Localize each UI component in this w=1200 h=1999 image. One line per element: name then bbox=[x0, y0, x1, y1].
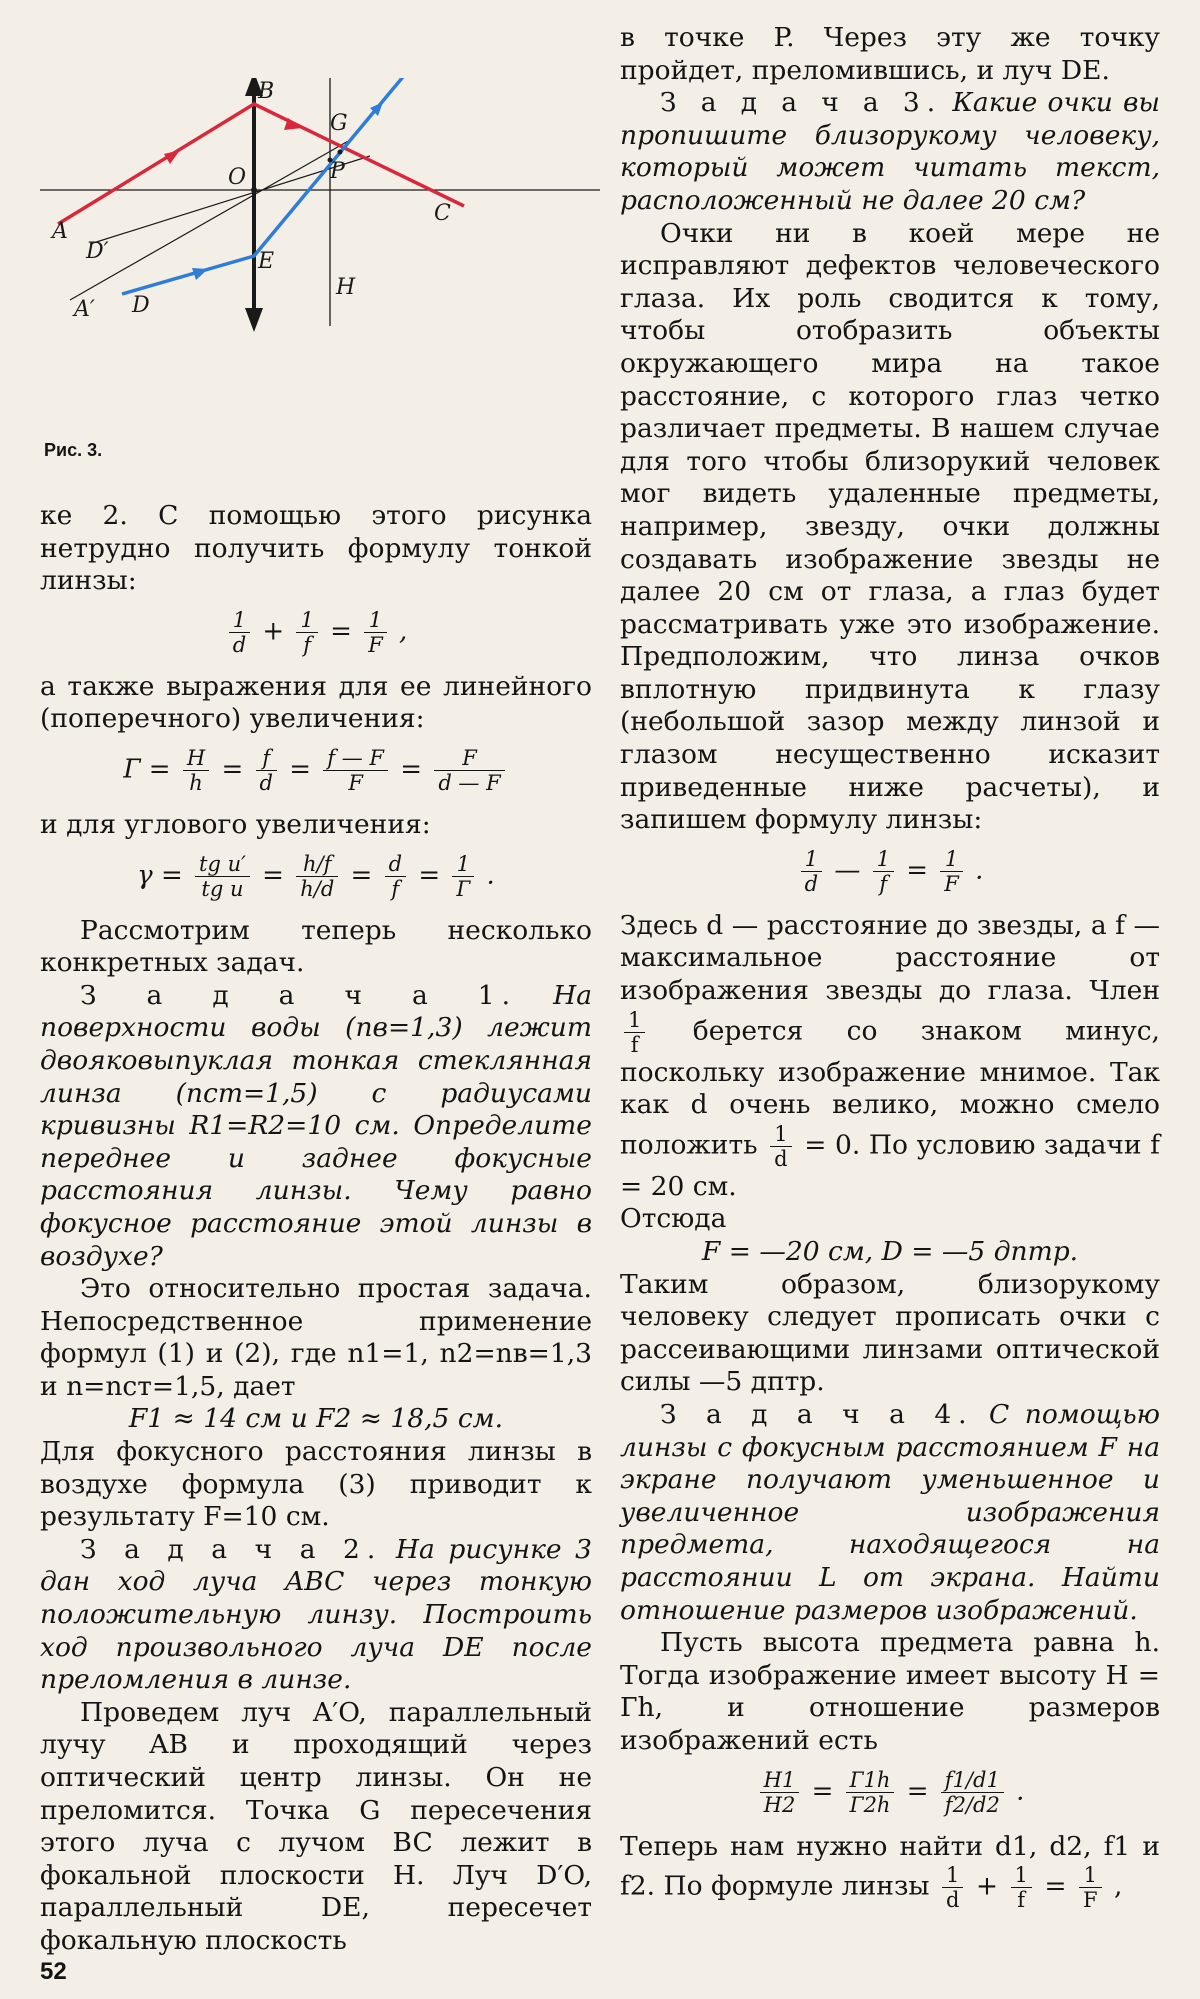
ray-a-prime-o bbox=[70, 140, 350, 300]
left-para-6: Для фокусного расстояния линзы в воздухе формула (3) приводит к результату F=10 см. bbox=[40, 1436, 592, 1533]
right-para-1: в точке P. Через эту же точку пройдет, преломившись, и луч DE. bbox=[620, 22, 1160, 86]
left-para-4: Рассмотрим теперь несколько конкретных задач. bbox=[40, 914, 592, 979]
thin-lens-formula: $\frac{1}{d}$ + $\frac{1}{f}$ = $\frac{1}{F}$ , bbox=[40, 608, 592, 657]
task-1: З а д а ч а 1. На поверхности воды (nв=1,3) лежит двояковыпуклая тонкая стеклянная линза (nст=1,5) с радиусами кривизны R1=R2=10 см. Определите переднее и заднее фокусные расстояния линзы. Чему равно фокусное расстояние этой линзы в воздухе? bbox=[40, 979, 592, 1272]
label-a: A bbox=[52, 219, 68, 244]
point-g bbox=[338, 150, 343, 155]
task-1-result: F1 ≈ 14 см и F2 ≈ 18,5 см. bbox=[128, 1403, 504, 1435]
point-o bbox=[251, 187, 257, 193]
left-para-5: Это относительно простая задача. Непосредственное применение формул (1) и (2), где n1=1, n2=nв=1,3 и n=nст=1,5, дает bbox=[40, 1273, 592, 1402]
image-ratio-formula: $\frac{H1}{H2}$ = $\frac{Г1h}{Г2h}$ = $\frac{f1/d1}{f2/d2}$ . bbox=[620, 1768, 1160, 1817]
label-g: G bbox=[330, 111, 348, 136]
label-e: E bbox=[258, 249, 275, 274]
label-c: C bbox=[434, 201, 451, 226]
label-b: B bbox=[258, 79, 275, 104]
linear-magnification-formula: Г = $\frac{H}{h}$ = $\frac{f}{d}$ = $\frac{f — F}{F}$ = $\frac{F}{d — F}$ bbox=[40, 746, 592, 795]
left-column bbox=[40, 500, 592, 1958]
left-para-2: а также выражения для ее линейного (поперечного) увеличения: bbox=[40, 670, 592, 735]
right-para-2: Очки ни в коей мере не исправляют дефектов человеческого глаза. Их роль сводится к тому, чтобы отобразить объекты окружающего мира на такое расстояние, с которого глаз четко различает предметы. В нашем случае для того чтобы близорукий человек мог видеть удаленные предметы, например, звезду, очки должны создавать изображение звезды не далее 20 см от глаза, а глаз будет рассматривать уже это изображение. Предположим, что линза очков вплотную придвинута к глазу (небольшой зазор между линзой и глазом несущественно исказит приведенные ниже расчеты), и запишем формулу линзы: bbox=[620, 217, 1160, 836]
label-h: H bbox=[336, 275, 356, 300]
task-3: З а д а ч а 3. Какие очки вы пропишите близорукому человеку, который может читать текст, расположенный не далее 20 см? bbox=[620, 87, 1160, 216]
right-para-5: Таким образом, близорукому человеку следует прописать очки с рассеивающими линзами оптической силы —5 дптр. bbox=[620, 1268, 1160, 1398]
task-3-result: F = —20 см, D = —5 дптр. bbox=[701, 1236, 1079, 1267]
angular-magnification-formula: γ = $\frac{\text{tg u′}}{\text{tg u}}$ = $\frac{h/f}{h/d}$ = $\frac{d}{f}$ = $\frac{1}{Г}$ . bbox=[137, 851, 495, 901]
ray-ab-arrow bbox=[164, 150, 180, 164]
label-d-prime: D′ bbox=[86, 239, 109, 264]
right-column bbox=[620, 22, 1160, 1912]
label-a-prime: A′ bbox=[74, 297, 95, 322]
left-para-1: ке 2. С помощью этого рисунка нетрудно получить формулу тонкой линзы: bbox=[40, 500, 592, 597]
label-d: D bbox=[132, 293, 150, 318]
figure-caption: Рис. 3. bbox=[44, 440, 103, 460]
spectacle-lens-formula: $\frac{1}{d}$ — $\frac{1}{f}$ = $\frac{1}{F}$ . bbox=[620, 847, 1160, 896]
left-para-3: и для углового увеличения: bbox=[40, 808, 431, 840]
task-4: З а д а ч а 4. С помощью линзы с фокусным расстоянием F на экране получают уменьшенное и увеличенное изображения предмета, находящегося на расстоянии L от экрана. Найти отношение размеров изображений. bbox=[620, 1398, 1160, 1626]
label-p: P bbox=[330, 159, 345, 184]
right-para-3: Здесь d — расстояние до звезды, а f — максимальное расстояние от изображения звезды до глаза. Член $\frac{1}{f}$ берется со знаком минус, поскольку изображение мнимое. Так как d очень велико, можно смело положить $\frac{1}{d}$ = 0. По условию задачи f = 20 см. bbox=[620, 909, 1160, 1202]
right-para-6: Пусть высота предмета равна h. Тогда изображение имеет высоту H = Гh, и отношение размеров изображений есть bbox=[620, 1627, 1160, 1756]
task-2: З а д а ч а 2. На рисунке 3 дан ход луча ABC через тонкую положительную линзу. Построить ход произвольного луча DE после преломления в линзе. bbox=[40, 1533, 592, 1696]
left-para-7: Проведем луч A′O, параллельный лучу AB и проходящий через оптический центр линзы. Он не преломится. Точка G пересечения этого луча с лучом BC лежит в фокальной плоскости H. Луч D′O, параллельный DE, пересечет фокальную плоскость bbox=[40, 1696, 592, 1956]
right-para-4: Отсюда bbox=[620, 1203, 727, 1235]
page-number: 52 bbox=[40, 1958, 67, 1985]
label-o: O bbox=[228, 165, 247, 190]
ray-de-arrow-1 bbox=[192, 268, 208, 280]
ray-abc bbox=[58, 104, 464, 224]
right-para-7: Теперь нам нужно найти d1, d2, f1 и f2. По формуле линзы $\frac{1}{d}$ + $\frac{1}{f}$ = $\frac{1}{F}$ , bbox=[620, 1830, 1160, 1913]
lens-bottom-arrow bbox=[245, 308, 263, 332]
figure-3-lens-diagram bbox=[40, 78, 600, 418]
